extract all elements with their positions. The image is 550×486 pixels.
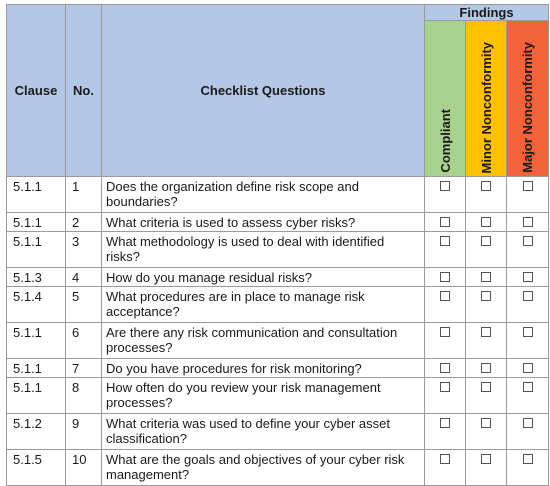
header-minor-label: Minor Nonconformity <box>478 41 494 173</box>
table-row <box>7 359 549 378</box>
major-nonconformity-cell <box>507 323 549 359</box>
major-nonconformity-checkbox-icon[interactable] <box>523 217 533 227</box>
question-cell: How often do you review your risk management processes? <box>102 378 425 414</box>
compliant-cell <box>425 177 466 213</box>
question-cell: What criteria is used to assess cyber risks? <box>102 213 425 232</box>
minor-nonconformity-cell <box>466 450 507 486</box>
question-cell: How do you manage residual risks? <box>102 268 425 287</box>
question-cell: Does the organization define risk scope and boundaries? <box>102 177 425 213</box>
header-number: No. <box>66 5 102 177</box>
compliant-checkbox-icon[interactable] <box>440 363 450 373</box>
clause-cell: 5.1.2 <box>7 414 66 450</box>
compliant-cell <box>425 287 466 323</box>
checklist-table <box>6 4 549 486</box>
compliant-cell <box>425 323 466 359</box>
compliant-cell <box>425 414 466 450</box>
minor-nonconformity-checkbox-icon[interactable] <box>481 291 491 301</box>
compliant-cell <box>425 268 466 287</box>
major-nonconformity-checkbox-icon[interactable] <box>523 363 533 373</box>
table-row <box>7 287 549 323</box>
major-nonconformity-cell <box>507 232 549 268</box>
minor-nonconformity-cell <box>466 323 507 359</box>
clause-cell: 5.1.1 <box>7 378 66 414</box>
compliant-checkbox-icon[interactable] <box>440 418 450 428</box>
clause-cell: 5.1.1 <box>7 177 66 213</box>
major-nonconformity-cell <box>507 378 549 414</box>
major-nonconformity-checkbox-icon[interactable] <box>523 327 533 337</box>
number-cell: 9 <box>66 414 102 450</box>
table-row <box>7 213 549 232</box>
checklist-rows <box>7 177 549 486</box>
question-cell: What methodology is used to deal with identified risks? <box>102 232 425 268</box>
question-cell: Do you have procedures for risk monitoring? <box>102 359 425 378</box>
clause-cell: 5.1.5 <box>7 450 66 486</box>
clause-cell: 5.1.1 <box>7 232 66 268</box>
major-nonconformity-cell <box>507 359 549 378</box>
major-nonconformity-cell <box>507 213 549 232</box>
compliant-checkbox-icon[interactable] <box>440 291 450 301</box>
clause-cell: 5.1.4 <box>7 287 66 323</box>
question-cell: Are there any risk communication and consultation processes? <box>102 323 425 359</box>
minor-nonconformity-checkbox-icon[interactable] <box>481 363 491 373</box>
number-cell: 8 <box>66 378 102 414</box>
minor-nonconformity-checkbox-icon[interactable] <box>481 217 491 227</box>
compliant-cell <box>425 213 466 232</box>
number-cell: 5 <box>66 287 102 323</box>
number-cell: 3 <box>66 232 102 268</box>
minor-nonconformity-cell <box>466 177 507 213</box>
table-row <box>7 323 549 359</box>
compliant-cell <box>425 359 466 378</box>
major-nonconformity-checkbox-icon[interactable] <box>523 272 533 282</box>
clause-cell: 5.1.1 <box>7 213 66 232</box>
compliant-checkbox-icon[interactable] <box>440 217 450 227</box>
minor-nonconformity-checkbox-icon[interactable] <box>481 327 491 337</box>
major-nonconformity-cell <box>507 287 549 323</box>
minor-nonconformity-cell <box>466 213 507 232</box>
major-nonconformity-checkbox-icon[interactable] <box>523 291 533 301</box>
number-cell: 4 <box>66 268 102 287</box>
major-nonconformity-cell <box>507 414 549 450</box>
minor-nonconformity-cell <box>466 359 507 378</box>
compliant-cell <box>425 378 466 414</box>
header-findings: Findings <box>425 5 549 21</box>
minor-nonconformity-checkbox-icon[interactable] <box>481 454 491 464</box>
compliant-checkbox-icon[interactable] <box>440 181 450 191</box>
major-nonconformity-cell <box>507 177 549 213</box>
table-row <box>7 414 549 450</box>
header-checklist-questions: Checklist Questions <box>102 5 425 177</box>
table-row <box>7 177 549 213</box>
table-row <box>7 378 549 414</box>
clause-cell: 5.1.3 <box>7 268 66 287</box>
compliant-checkbox-icon[interactable] <box>440 454 450 464</box>
question-cell: What procedures are in place to manage risk acceptance? <box>102 287 425 323</box>
minor-nonconformity-cell <box>466 378 507 414</box>
major-nonconformity-checkbox-icon[interactable] <box>523 418 533 428</box>
table-row <box>7 232 549 268</box>
compliant-checkbox-icon[interactable] <box>440 382 450 392</box>
compliant-checkbox-icon[interactable] <box>440 236 450 246</box>
number-cell: 7 <box>66 359 102 378</box>
number-cell: 10 <box>66 450 102 486</box>
question-cell: What criteria was used to define your cyber asset classification? <box>102 414 425 450</box>
minor-nonconformity-checkbox-icon[interactable] <box>481 181 491 191</box>
major-nonconformity-checkbox-icon[interactable] <box>523 454 533 464</box>
major-nonconformity-checkbox-icon[interactable] <box>523 382 533 392</box>
minor-nonconformity-checkbox-icon[interactable] <box>481 272 491 282</box>
compliant-checkbox-icon[interactable] <box>440 327 450 337</box>
compliant-cell <box>425 450 466 486</box>
minor-nonconformity-cell <box>466 268 507 287</box>
header-minor-nonconformity <box>466 21 507 177</box>
major-nonconformity-checkbox-icon[interactable] <box>523 236 533 246</box>
compliant-checkbox-icon[interactable] <box>440 272 450 282</box>
minor-nonconformity-cell <box>466 414 507 450</box>
header-major-label: Major Nonconformity <box>520 42 535 173</box>
minor-nonconformity-cell <box>466 287 507 323</box>
question-cell: What are the goals and objectives of your cyber risk management? <box>102 450 425 486</box>
header-compliant-label: Compliant <box>437 109 453 173</box>
minor-nonconformity-checkbox-icon[interactable] <box>481 382 491 392</box>
header-major-nonconformity <box>507 21 549 177</box>
major-nonconformity-checkbox-icon[interactable] <box>523 181 533 191</box>
compliant-cell <box>425 232 466 268</box>
number-cell: 1 <box>66 177 102 213</box>
minor-nonconformity-cell <box>466 232 507 268</box>
clause-cell: 5.1.1 <box>7 359 66 378</box>
major-nonconformity-cell <box>507 268 549 287</box>
table-row <box>7 450 549 486</box>
clause-cell: 5.1.1 <box>7 323 66 359</box>
number-cell: 6 <box>66 323 102 359</box>
header-clause: Clause <box>7 5 66 177</box>
minor-nonconformity-checkbox-icon[interactable] <box>481 236 491 246</box>
major-nonconformity-cell <box>507 450 549 486</box>
number-cell: 2 <box>66 213 102 232</box>
header-compliant <box>425 21 466 177</box>
table-row <box>7 268 549 287</box>
minor-nonconformity-checkbox-icon[interactable] <box>481 418 491 428</box>
